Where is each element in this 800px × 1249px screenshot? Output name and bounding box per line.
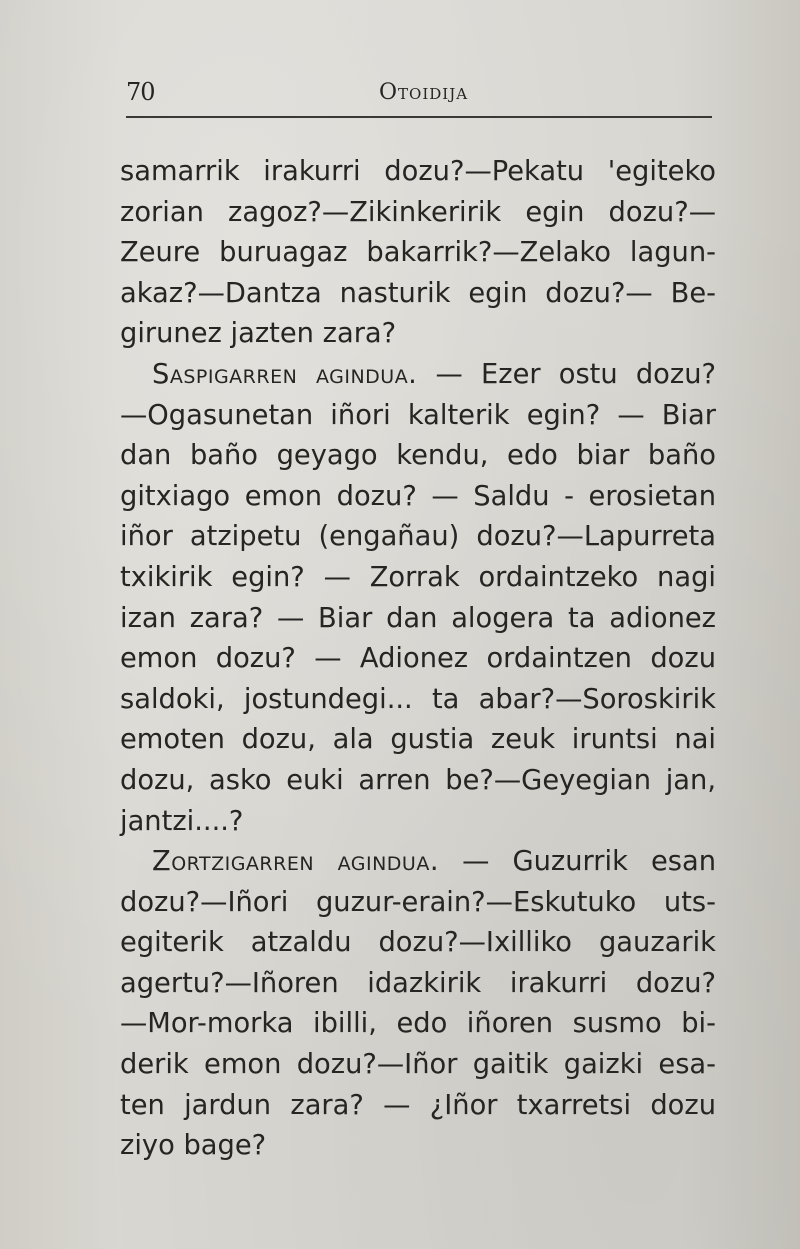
text-line: saldoki, jostundegi... ta abar?—Soroskirik bbox=[120, 683, 716, 715]
text-line: iñor atzipetu (engañau) dozu?—Lapurreta bbox=[120, 521, 716, 553]
text-line: ten jardun zara? — ¿Iñor txarretsi dozu bbox=[120, 1089, 716, 1121]
section-8-heading: Zortzigarren agindua. bbox=[152, 846, 440, 878]
section-8-first-line bbox=[120, 842, 716, 883]
text-line: —Ogasunetan iñori kalterik egin? — Biar bbox=[120, 399, 716, 431]
text-line: dan baño geyago kendu, edo biar baño bbox=[120, 440, 716, 472]
header-rule bbox=[126, 116, 712, 118]
text-line: emon dozu? — Adionez ordaintzen dozu bbox=[120, 643, 716, 675]
section-8-first-line-text: — Guzurrik esan bbox=[462, 846, 716, 878]
text-line: dozu?—Iñori guzur-erain?—Eskutuko uts- bbox=[120, 886, 716, 918]
text-line: emoten dozu, ala gustia zeuk iruntsi nai bbox=[120, 724, 716, 756]
text-line: Zeure buruagaz bakarrik?—Zelako lagun- bbox=[120, 237, 716, 269]
text-line: egiterik atzaldu dozu?—Ixilliko gauzarik bbox=[120, 927, 716, 959]
page-header bbox=[126, 78, 712, 118]
text-line: samarrik irakurri dozu?—Pekatu 'egiteko bbox=[120, 156, 716, 187]
section-7-first-line-text: — Ezer ostu dozu? bbox=[435, 358, 716, 390]
text-line: girunez jazten zara? bbox=[120, 318, 397, 350]
text-line: jantzi....? bbox=[120, 805, 244, 837]
section-7-heading: Saspigarren agindua. bbox=[152, 358, 418, 390]
text-line: derik emon dozu?—Iñor gaitik gaizki esa- bbox=[120, 1049, 716, 1081]
text-line: gitxiago emon dozu? — Saldu - erosietan bbox=[120, 480, 716, 512]
text-line: agertu?—Iñoren idazkirik irakurri dozu? bbox=[120, 967, 716, 999]
text-line: txikirik egin? — Zorrak ordaintzeko nagi bbox=[120, 561, 716, 593]
text-line: zorian zagoz?—Zikinkeririk egin dozu?— bbox=[120, 196, 716, 228]
section-7-first-line bbox=[120, 355, 716, 396]
running-title: Otoidija bbox=[379, 80, 469, 105]
text-line: izan zara? — Biar dan alogera ta adionez bbox=[120, 602, 716, 634]
page-body bbox=[120, 152, 716, 1167]
text-line: dozu, asko euki arren be?—Geyegian jan, bbox=[120, 764, 716, 796]
text-line: —Mor-morka ibilli, edo iñoren susmo bi- bbox=[120, 1008, 716, 1040]
text-line: akaz?—Dantza nasturik egin dozu?— Be- bbox=[120, 277, 716, 309]
page-number: 70 bbox=[126, 78, 155, 106]
text-line: ziyo bage? bbox=[120, 1130, 267, 1162]
